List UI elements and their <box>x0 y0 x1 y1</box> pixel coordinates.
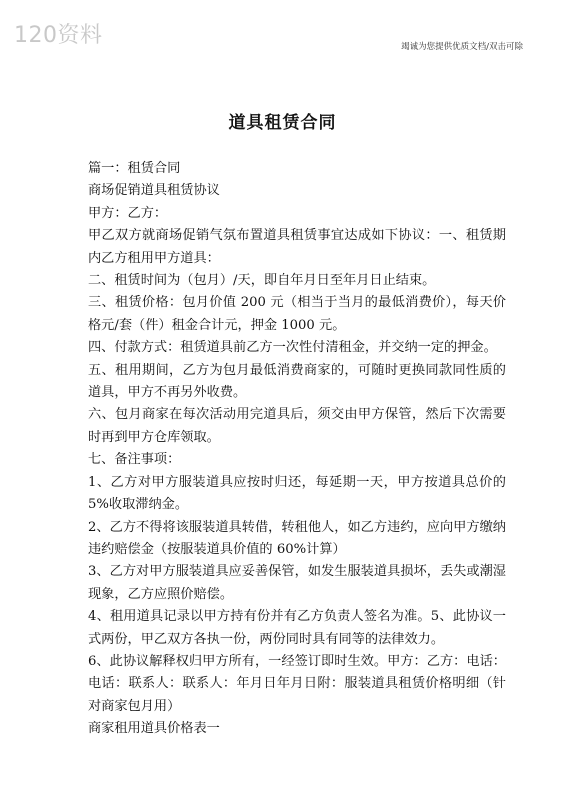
note-2: 2、乙方不得将该服装道具转借，转租他人，如乙方违约，应向甲方缴纳违约赔偿金（按服装道具价值的 60%计算） <box>88 519 506 557</box>
note-4-5: 4、租用道具记录以甲方持有份并有乙方负责人签名为准。5、此协议一式两份，甲乙双方各执一份，两份同时具有同等的法律效力。 <box>88 609 506 647</box>
agreement-name: 商场促销道具租赁协议 <box>88 183 220 199</box>
note-1: 1、乙方对甲方服装道具应按时归还，每延期一天，甲方按道具总价的 5%收取滞纳金。 <box>88 474 506 513</box>
clause-6: 六、包月商家在每次活动用完道具后，须交由甲方保管，然后下次需要时再到甲方仓库领取。 <box>88 407 506 445</box>
document-title: 道具租赁合同 <box>228 113 337 133</box>
clause-4: 四、付款方式：租赁道具前乙方一次性付清租金，并交纳一定的押金。 <box>88 340 497 356</box>
watermark-logo: 120资料 <box>14 23 103 48</box>
header-note: 竭诚为您提供优质文档/双击可除 <box>401 42 523 52</box>
price-table-caption: 商家租用道具价格表一 <box>88 721 220 737</box>
clause-5: 五、租用期间，乙方为包月最低消费商家的，可随时更换同款同性质的道具，甲方不再另外收费。 <box>88 362 506 401</box>
document-body <box>88 158 506 741</box>
note-3: 3、乙方对甲方服装道具应妥善保管，如发生服装道具损坏，丢失或潮湿现象，乙方应照价赔偿。 <box>88 564 506 602</box>
clause-1: 甲乙双方就商场促销气氛布置道具租赁事宜达成如下协议：一、租赁期内乙方租用甲方道具： <box>88 228 506 266</box>
note-6: 6、此协议解释权归甲方所有，一经签订即时生效。甲方：乙方：电话：电话：联系人：联系人：年月日年月日附：服装道具租赁价格明细（针对商家包月用） <box>88 653 506 714</box>
parties-line: 甲方：乙方： <box>88 205 168 221</box>
clause-3: 三、租赁价格：包月价值 200 元（相当于当月的最低消费价），每天价格元/套（件）租金合计元，押金 1000 元。 <box>88 295 506 333</box>
clause-7-heading: 七、备注事项： <box>88 452 181 468</box>
section-heading: 篇一：租赁合同 <box>88 161 181 176</box>
clause-2: 二、租赁时间为（包月）/天，即自年月日至年月日止结束。 <box>88 273 436 289</box>
